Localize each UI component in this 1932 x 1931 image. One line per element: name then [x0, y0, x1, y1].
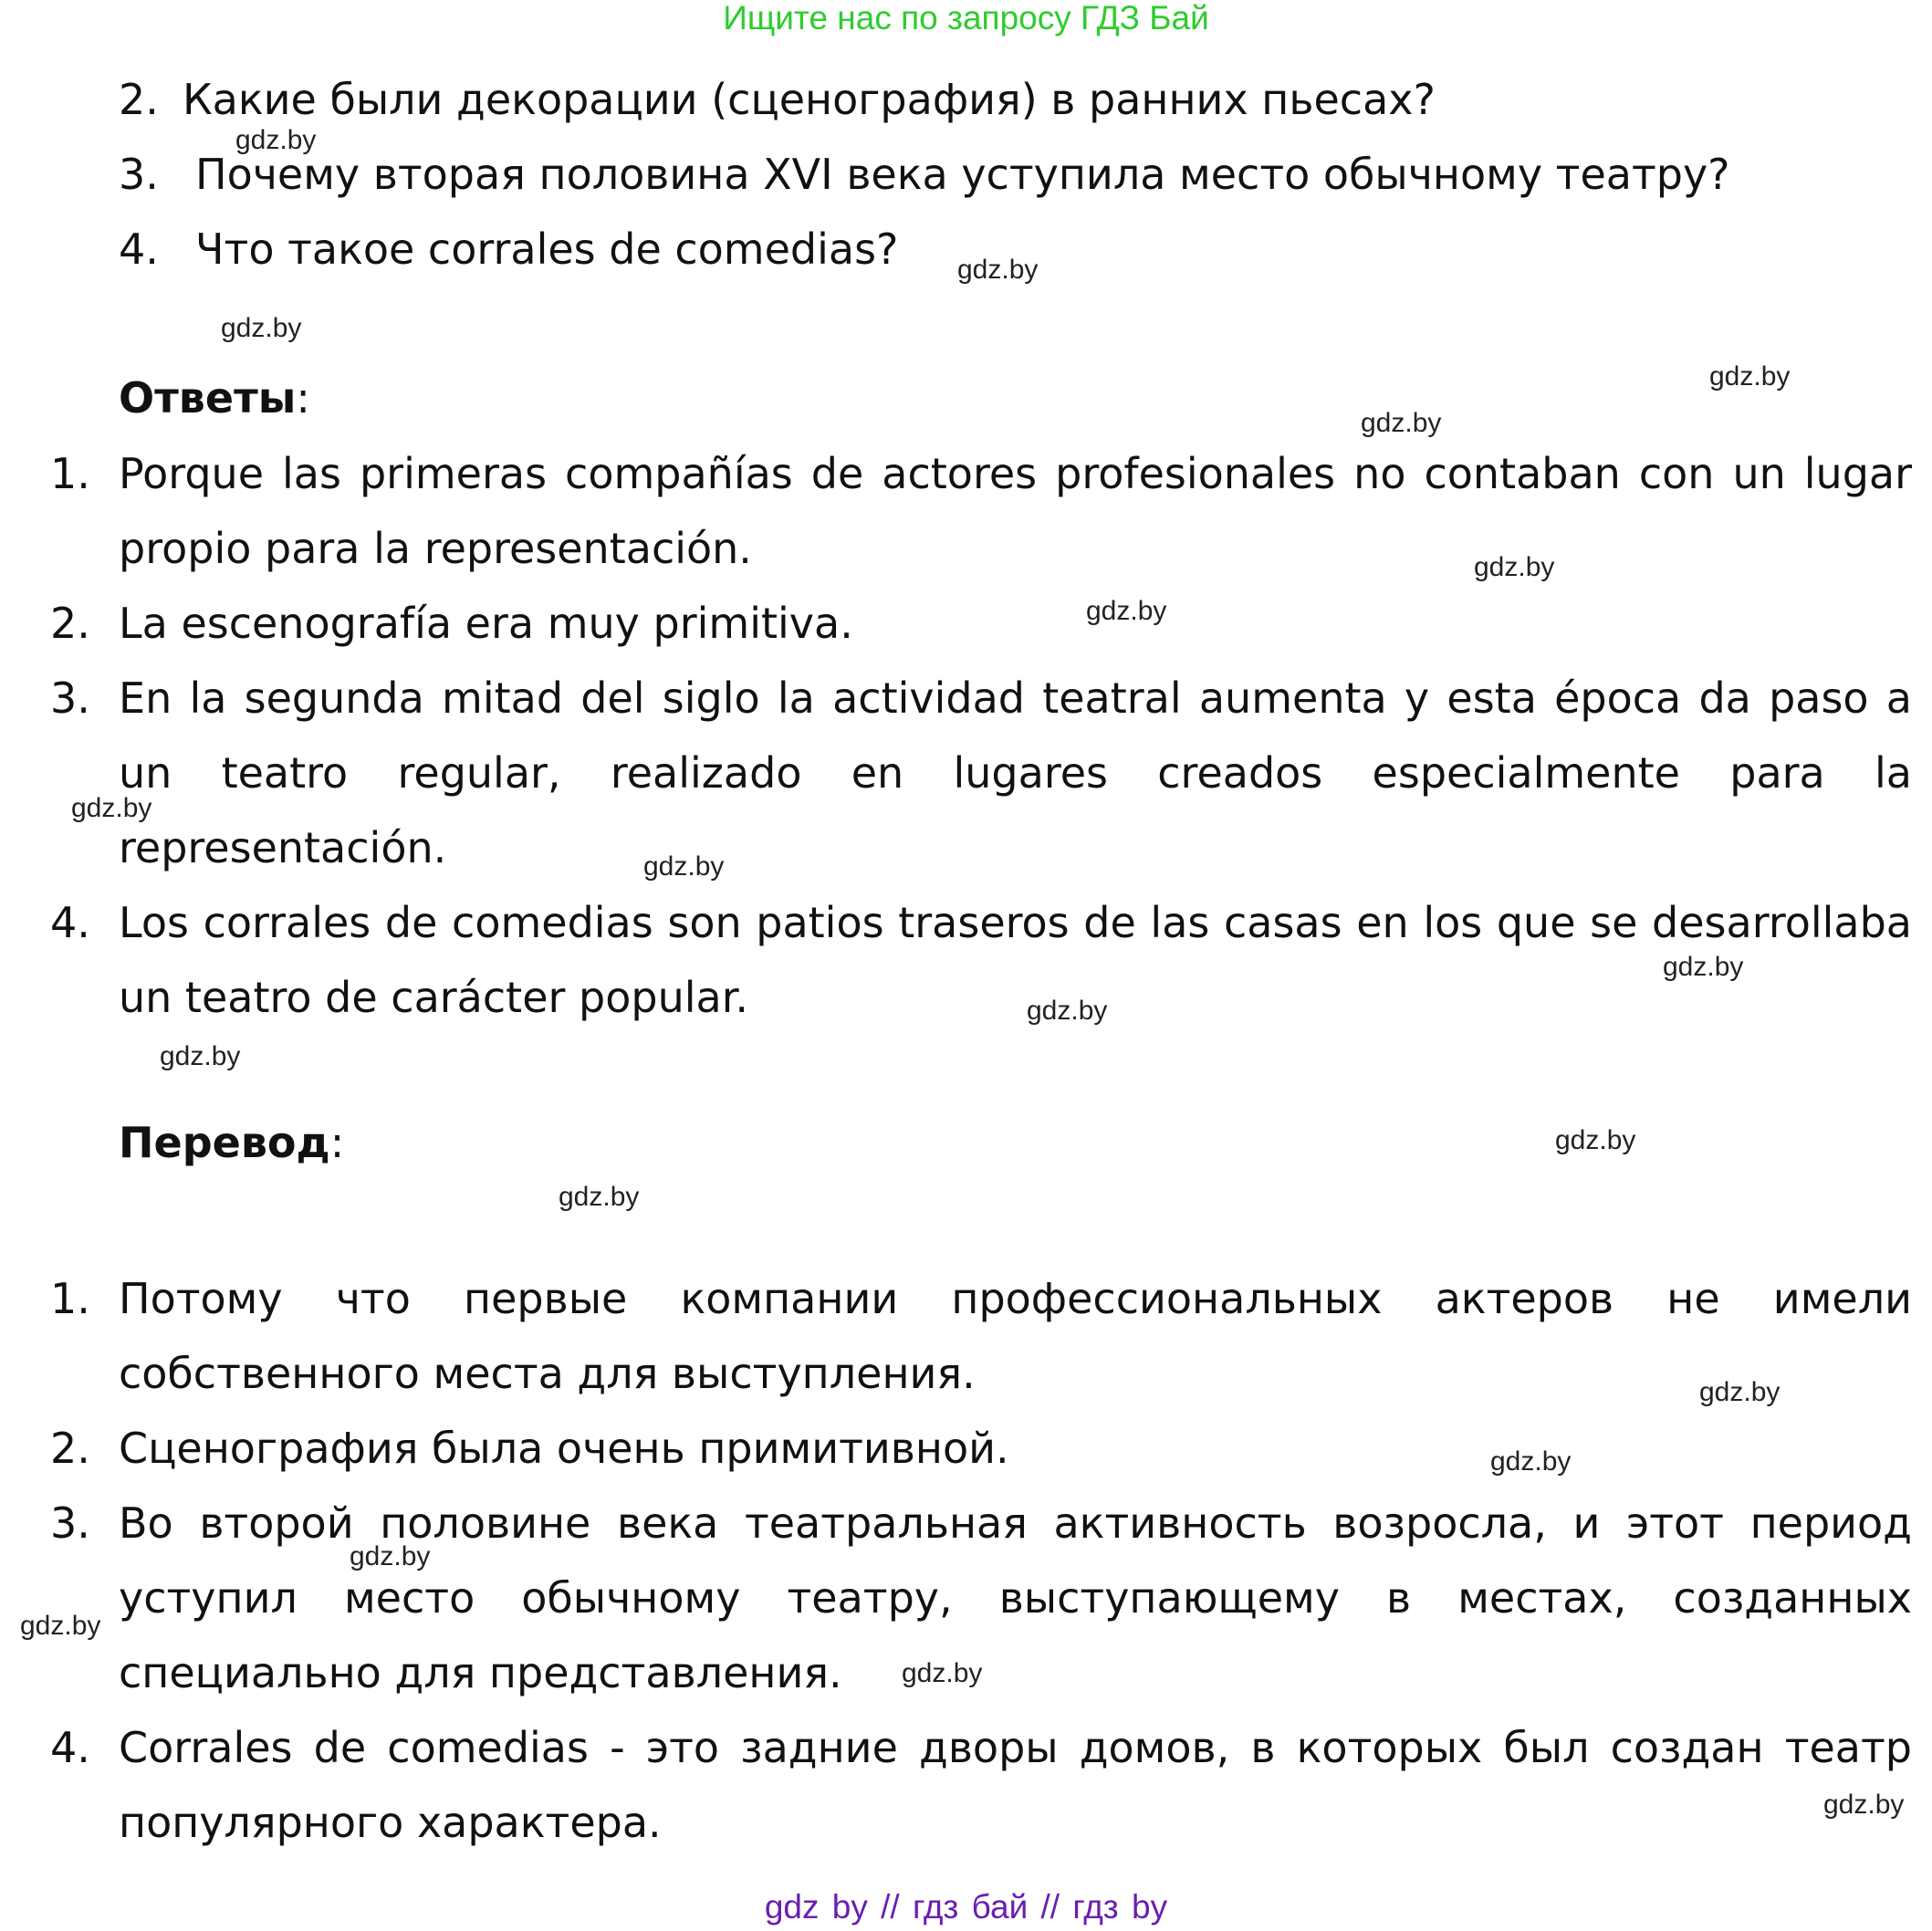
site-banner[interactable]: Ищите нас по запросу ГДЗ Бай: [723, 0, 1209, 37]
watermark: gdz.by: [350, 1541, 431, 1571]
watermark: gdz.by: [1699, 1377, 1781, 1407]
list-item: [50, 436, 1912, 586]
translation-list: [50, 1261, 1912, 1860]
watermark: gdz.by: [221, 313, 302, 343]
translation-heading: [119, 1115, 344, 1170]
answers-heading: [119, 371, 310, 425]
item-text: Потому что первые компании профессиональных актеров не имели собственного места для выступления.: [119, 1274, 1912, 1398]
list-item: [50, 586, 1912, 661]
translation-heading-text: Перевод: [119, 1118, 330, 1167]
item-number: 2.: [50, 599, 90, 648]
item-number: 4.: [50, 1723, 90, 1772]
item-number: 4.: [50, 898, 90, 947]
question-4: [119, 212, 898, 287]
watermark: gdz.by: [160, 1041, 241, 1071]
item-number: 3.: [50, 673, 90, 723]
watermark: gdz.by: [1555, 1125, 1636, 1155]
list-item: [50, 1411, 1912, 1486]
answers-list: [50, 436, 1912, 1035]
watermark: gdz.by: [71, 793, 152, 823]
item-text: Corrales de comedias - это задние дворы домов, в которых был создан театр популярного характера.: [119, 1723, 1912, 1847]
watermark: gdz.by: [20, 1611, 101, 1641]
item-text: Сценография была очень примитивной.: [119, 1424, 1009, 1473]
item-number: 1.: [50, 449, 90, 498]
watermark: gdz.by: [559, 1182, 640, 1212]
item-text: En la segunda mitad del siglo la actividad teatral aumenta y esta época da paso a un teatro regular, realizado en lugares creados especialmente para la representación.: [119, 673, 1912, 872]
list-item: [50, 885, 1912, 1035]
watermark: gdz.by: [1086, 596, 1167, 626]
watermark: gdz.by: [957, 255, 1039, 285]
answers-heading-colon: :: [296, 373, 310, 423]
item-number: 2.: [50, 1424, 90, 1473]
item-text: Во второй половине века театральная активность возросла, и этот период уступил место обычному театру, выступающему в местах, созданных специально для представления.: [119, 1498, 1912, 1697]
watermark: gdz.by: [1490, 1446, 1572, 1477]
question-text: Почему вторая половина XVI века уступила место обычному театру?: [195, 150, 1730, 199]
item-number: 1.: [50, 1274, 90, 1323]
watermark: gdz.by: [1361, 408, 1442, 438]
list-item: [50, 661, 1912, 885]
question-number: 4.: [119, 224, 159, 274]
item-text: La escenografía era muy primitiva.: [119, 599, 853, 648]
list-item: [50, 1710, 1912, 1860]
question-number: 3.: [119, 150, 159, 199]
question-number: 2.: [119, 75, 159, 124]
watermark: gdz.by: [1663, 952, 1744, 982]
question-text: Какие были декорации (сценография) в ранних пьесах?: [183, 75, 1436, 124]
watermark: gdz.by: [902, 1658, 983, 1688]
item-number: 3.: [50, 1498, 90, 1548]
watermark: gdz.by: [1709, 361, 1791, 391]
question-text: Что такое corrales de comedias?: [195, 224, 899, 274]
answers-heading-text: Ответы: [119, 373, 297, 423]
watermark: gdz.by: [235, 125, 317, 155]
question-2: [119, 62, 1436, 137]
question-3: [119, 137, 1730, 212]
watermark: gdz.by: [643, 851, 725, 882]
watermark: gdz.by: [1474, 552, 1555, 582]
item-text: Los corrales de comedias son patios traseros de las casas en los que se desarrollaba un teatro de carácter popular.: [119, 898, 1912, 1022]
translation-heading-colon: :: [329, 1118, 345, 1167]
item-text: Porque las primeras compañías de actores profesionales no contaban con un lugar propio para la representación.: [119, 449, 1912, 573]
watermark: gdz.by: [1823, 1790, 1905, 1820]
site-footer[interactable]: gdz by // гдз бай // гдз by: [764, 1888, 1168, 1926]
list-item: [50, 1261, 1912, 1411]
watermark: gdz.by: [1027, 996, 1108, 1026]
